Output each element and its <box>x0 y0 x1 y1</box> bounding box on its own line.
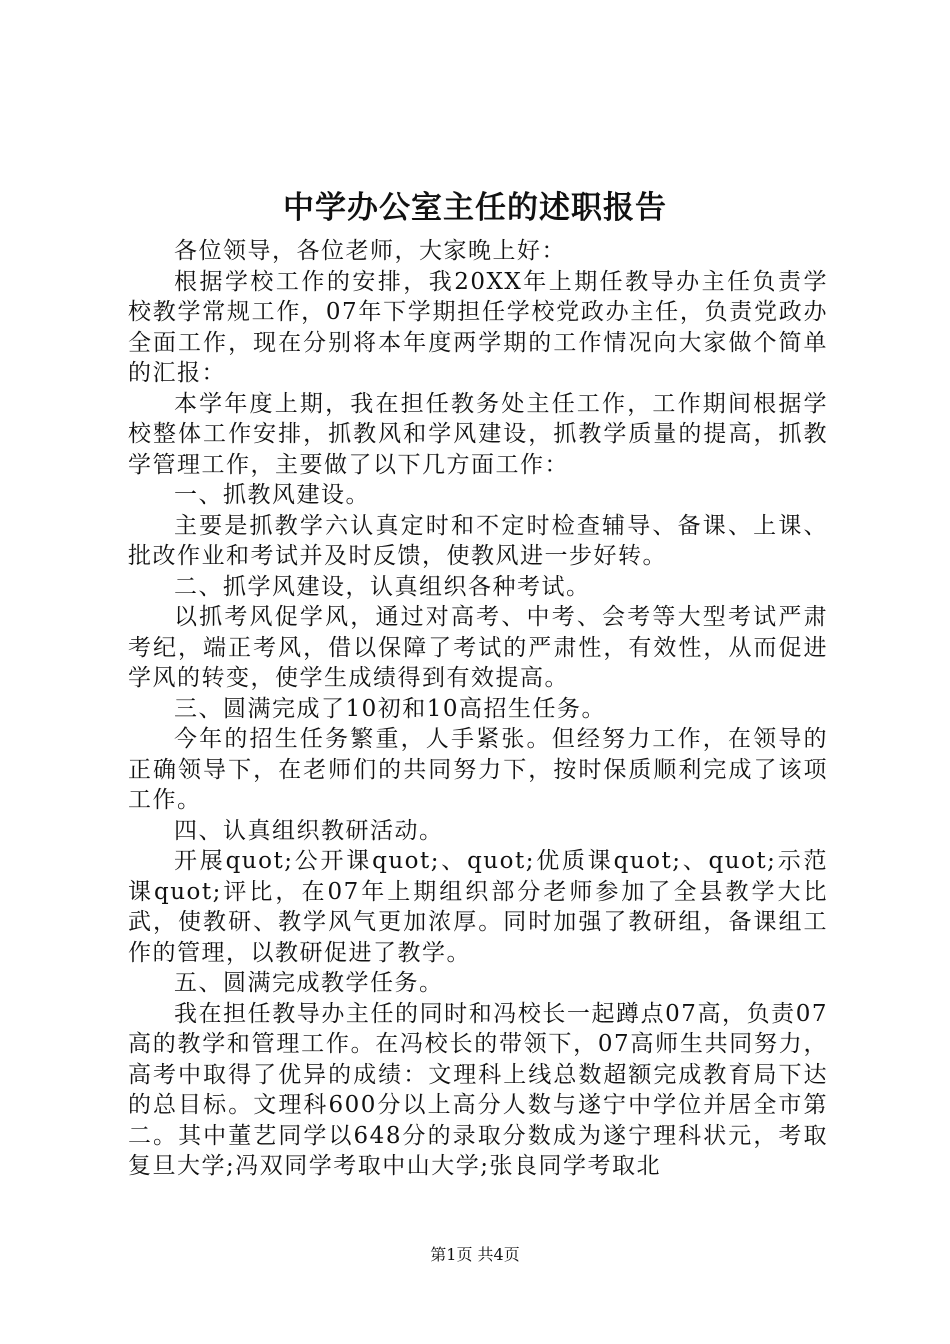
section-heading-3: 三、圆满完成了10初和10高招生任务。 <box>174 695 607 722</box>
section-heading-5: 五、圆满完成教学任务。 <box>174 970 444 996</box>
section-heading-1: 一、抓教风建设。 <box>174 482 370 508</box>
section-heading-4: 四、认真组织教研活动。 <box>174 817 444 844</box>
document-body <box>128 236 828 1182</box>
paragraph-overview: 本学年度上期，我在担任教务处主任工作，工作期间根据学校整体工作安排，抓教风和学风建设，抓教学质量的提高，抓教学管理工作，主要做了以下几方面工作： <box>128 390 828 478</box>
paragraph-section-3: 今年的招生任务繁重，人手紧张。但经努力工作，在领导的正确领导下，在老师们的共同努力下，按时保质顺利完成了该项工作。 <box>128 726 828 813</box>
paragraph-section-1: 主要是抓教学六认真定时和不定时检查辅导、备课、上课、批改作业和考试并及时反馈，使教风进一步好转。 <box>128 512 828 569</box>
paragraph-greeting: 各位领导，各位老师，大家晚上好： <box>174 238 566 264</box>
paragraph-intro: 根据学校工作的安排，我20XX年上期任教导办主任负责学校教学常规工作，07年下学期担任学校党政办主任，负责党政办全面工作，现在分别将本年度两学期的工作情况向大家做个简单的汇报： <box>128 268 828 386</box>
page-number-footer: 第1页 共4页 <box>430 1245 520 1264</box>
document-title: 中学办公室主任的述职报告 <box>283 190 667 226</box>
paragraph-section-2: 以抓考风促学风，通过对高考、中考、会考等大型考试严肃考纪，端正考风，借以保障了考试的严肃性，有效性，从而促进学风的转变，使学生成绩得到有效提高。 <box>128 604 828 691</box>
paragraph-section-5: 我在担任教导办主任的同时和冯校长一起蹲点07高，负责07高的教学和管理工作。在冯校长的带领下，07高师生共同努力，高考中取得了优异的成绩：文理科上线总数超额完成教育局下达的总目标。文理科600分以上高分人数与遂宁中学位并居全市第二。其中董艺同学以648分的录取分数成为遂宁理科状元，考取复旦大学;冯双同学考取中山大学;张良同学考取北 <box>128 1000 828 1179</box>
section-heading-2: 二、抓学风建设，认真组织各种考试。 <box>174 573 591 600</box>
paragraph-section-4: 开展quot;公开课quot;、quot;优质课quot;、quot;示范课quot;评比，在07年上期组织部分老师参加了全县教学大比武，使教研、教学风气更加浓厚。同时加强了教研组，备课组工作的管理，以教研促进了教学。 <box>128 848 828 966</box>
